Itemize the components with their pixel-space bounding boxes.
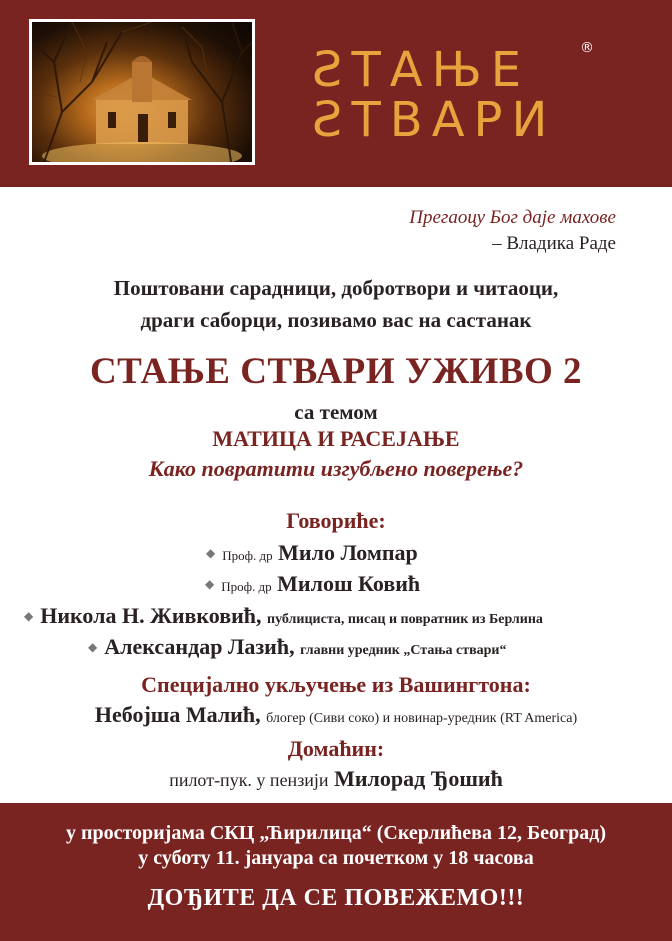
call-to-action: ДОЂИТЕ ДА СЕ ПОВЕЖЕМО!!! xyxy=(147,885,525,911)
host-role: пилот-пук. у пензији xyxy=(169,770,329,790)
diamond-bullet-icon: ◆ xyxy=(24,609,34,623)
speaker-item xyxy=(206,540,418,566)
speaker-name: Милош Ковић xyxy=(277,571,421,596)
host-name: Милорад Ђошић xyxy=(334,766,503,791)
stanje-stvari-logo xyxy=(312,40,612,154)
event-question: Како повратити изгубљено поверење? xyxy=(148,456,524,481)
quote-text: Прегаоцу Бог даје махове xyxy=(409,207,616,228)
church-night-photo xyxy=(29,19,255,165)
logo-line-1: ƧТАЊЕ xyxy=(312,42,531,98)
invitation-line-2: драги саборци, позивамо вас на састанак xyxy=(140,308,532,332)
invitation-line-1: Поштовани сарадници, добротвори и читаоци, xyxy=(113,276,559,300)
speaker-title: Проф. др xyxy=(222,548,273,563)
church-photo-illustration xyxy=(32,22,255,165)
speaker-name: Мило Ломпар xyxy=(278,540,418,565)
event-theme: МАТИЦА И РАСЕЈАЊЕ xyxy=(212,426,460,451)
speaker-title: Проф. др xyxy=(221,579,272,594)
date-text: у суботу 11. јануара са почетком у 18 часова xyxy=(138,847,534,869)
special-heading: Специјално укључење из Вашингтона: xyxy=(141,672,531,697)
special-guest-description: блогер (Сиви соко) и новинар-уредник (RT America) xyxy=(266,711,578,726)
with-theme-label: са темом xyxy=(294,400,378,424)
special-guest-name: Небојша Малић, xyxy=(94,702,261,727)
diamond-bullet-icon: ◆ xyxy=(206,546,216,560)
speaker-item xyxy=(24,603,543,629)
invitation-text xyxy=(0,272,672,336)
event-title: СТАЊЕ СТВАРИ УЖИВО 2 xyxy=(89,351,583,392)
header-banner xyxy=(0,0,672,187)
diamond-bullet-icon: ◆ xyxy=(88,640,98,654)
registered-mark: ® xyxy=(580,40,594,56)
logo-line-2: ƧТВАРИ xyxy=(312,92,557,148)
quote-author: – Владика Раде xyxy=(492,233,616,254)
speaker-description: главни уредник „Стања ствари“ xyxy=(300,643,507,658)
speaker-item xyxy=(205,571,420,597)
host-line xyxy=(0,766,672,792)
footer-banner xyxy=(0,803,672,941)
speaker-description: публициста, писац и повратник из Берлина xyxy=(267,612,543,627)
quote-block xyxy=(409,205,616,257)
host-heading: Домаћин: xyxy=(287,736,385,761)
special-guest xyxy=(0,702,672,728)
speaker-name: Никола Н. Живковић, xyxy=(40,603,262,628)
speaker-item xyxy=(88,634,507,660)
diamond-bullet-icon: ◆ xyxy=(205,577,215,591)
speaker-name: Александар Лазић, xyxy=(104,634,295,659)
speakers-heading: Говориће: xyxy=(286,508,386,533)
venue-text: у просторијама СКЦ „Ћирилица“ (Скерлићева 12, Београд) xyxy=(65,822,607,844)
